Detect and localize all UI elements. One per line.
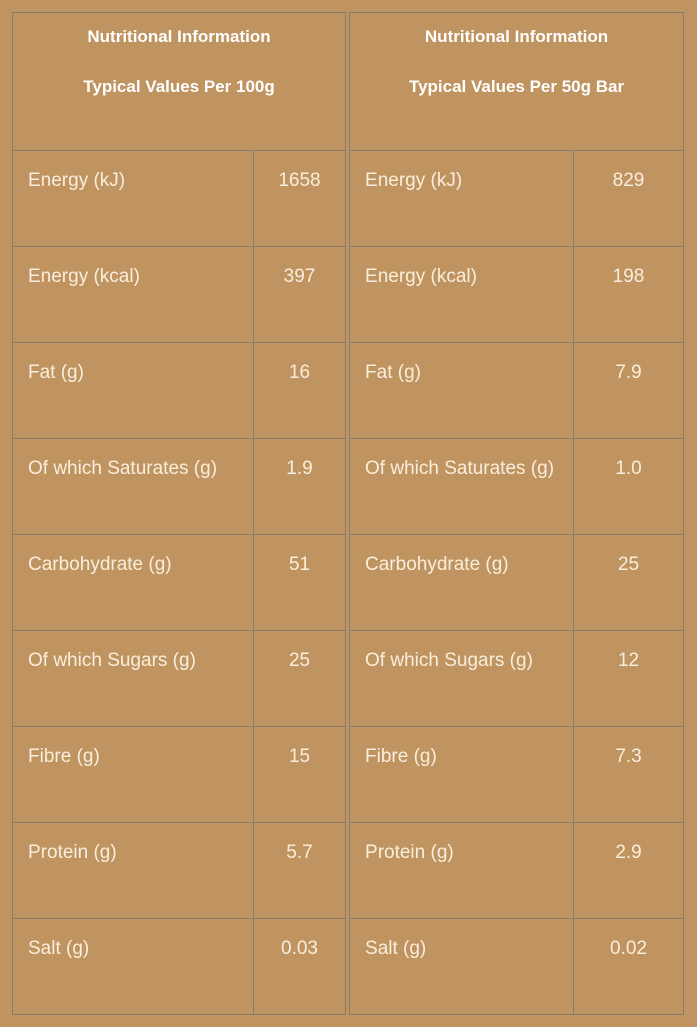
table-header [13,13,346,151]
nutrient-label: Energy (kcal) [13,247,254,343]
nutrient-label: Of which Saturates (g) [350,439,574,535]
nutrient-value: 1.9 [254,439,346,535]
nutrient-label: Fibre (g) [13,727,254,823]
nutrient-row [350,151,684,247]
nutrient-label: Fat (g) [13,343,254,439]
nutrient-label: Salt (g) [13,919,254,1015]
nutrient-label: Fat (g) [350,343,574,439]
nutrition-table-per-100g [12,12,346,1015]
nutrient-label: Energy (kJ) [350,151,574,247]
nutrient-label: Salt (g) [350,919,574,1015]
nutrient-row [13,727,346,823]
nutrient-row [350,247,684,343]
nutrient-label: Energy (kJ) [13,151,254,247]
nutrient-row [13,919,346,1015]
nutrient-row [350,343,684,439]
nutrient-label: Protein (g) [350,823,574,919]
table-title: Nutritional Information [424,27,609,46]
nutrient-value: 25 [254,631,346,727]
nutrient-label: Of which Sugars (g) [13,631,254,727]
nutrient-row [350,727,684,823]
nutrient-value: 1.0 [574,439,684,535]
table-subtitle: Typical Values Per 50g Bar [408,77,625,97]
nutrient-value: 12 [574,631,684,727]
nutrient-value: 0.02 [574,919,684,1015]
nutrient-label: Energy (kcal) [350,247,574,343]
header-row [13,13,346,151]
nutrient-value: 16 [254,343,346,439]
nutrient-value: 397 [254,247,346,343]
nutrient-value: 7.3 [574,727,684,823]
nutrient-row [13,247,346,343]
nutrient-row [350,919,684,1015]
table-subtitle: Typical Values Per 100g [83,77,275,97]
nutrient-row [350,631,684,727]
nutrient-row [13,343,346,439]
nutrient-row [13,151,346,247]
nutrient-label: Of which Sugars (g) [350,631,574,727]
nutrient-value: 51 [254,535,346,631]
nutrient-label: Protein (g) [13,823,254,919]
nutrition-table-per-50g-bar [349,12,684,1015]
nutrient-label: Fibre (g) [350,727,574,823]
nutrient-row [13,823,346,919]
nutrient-value: 25 [574,535,684,631]
nutrient-value: 0.03 [254,919,346,1015]
nutrient-value: 198 [574,247,684,343]
nutrient-row [13,439,346,535]
nutrient-label: Carbohydrate (g) [13,535,254,631]
nutrient-row [350,823,684,919]
header-row [350,13,684,151]
nutrient-value: 15 [254,727,346,823]
nutrient-row [13,631,346,727]
nutrient-label: Carbohydrate (g) [350,535,574,631]
nutrient-value: 7.9 [574,343,684,439]
table-header [350,13,684,151]
nutrient-value: 1658 [254,151,346,247]
table-title: Nutritional Information [87,27,271,46]
nutrient-value: 829 [574,151,684,247]
nutrient-row [13,535,346,631]
nutrient-value: 2.9 [574,823,684,919]
nutrient-row [350,535,684,631]
nutrient-value: 5.7 [254,823,346,919]
nutrient-row [350,439,684,535]
nutrient-label: Of which Saturates (g) [13,439,254,535]
